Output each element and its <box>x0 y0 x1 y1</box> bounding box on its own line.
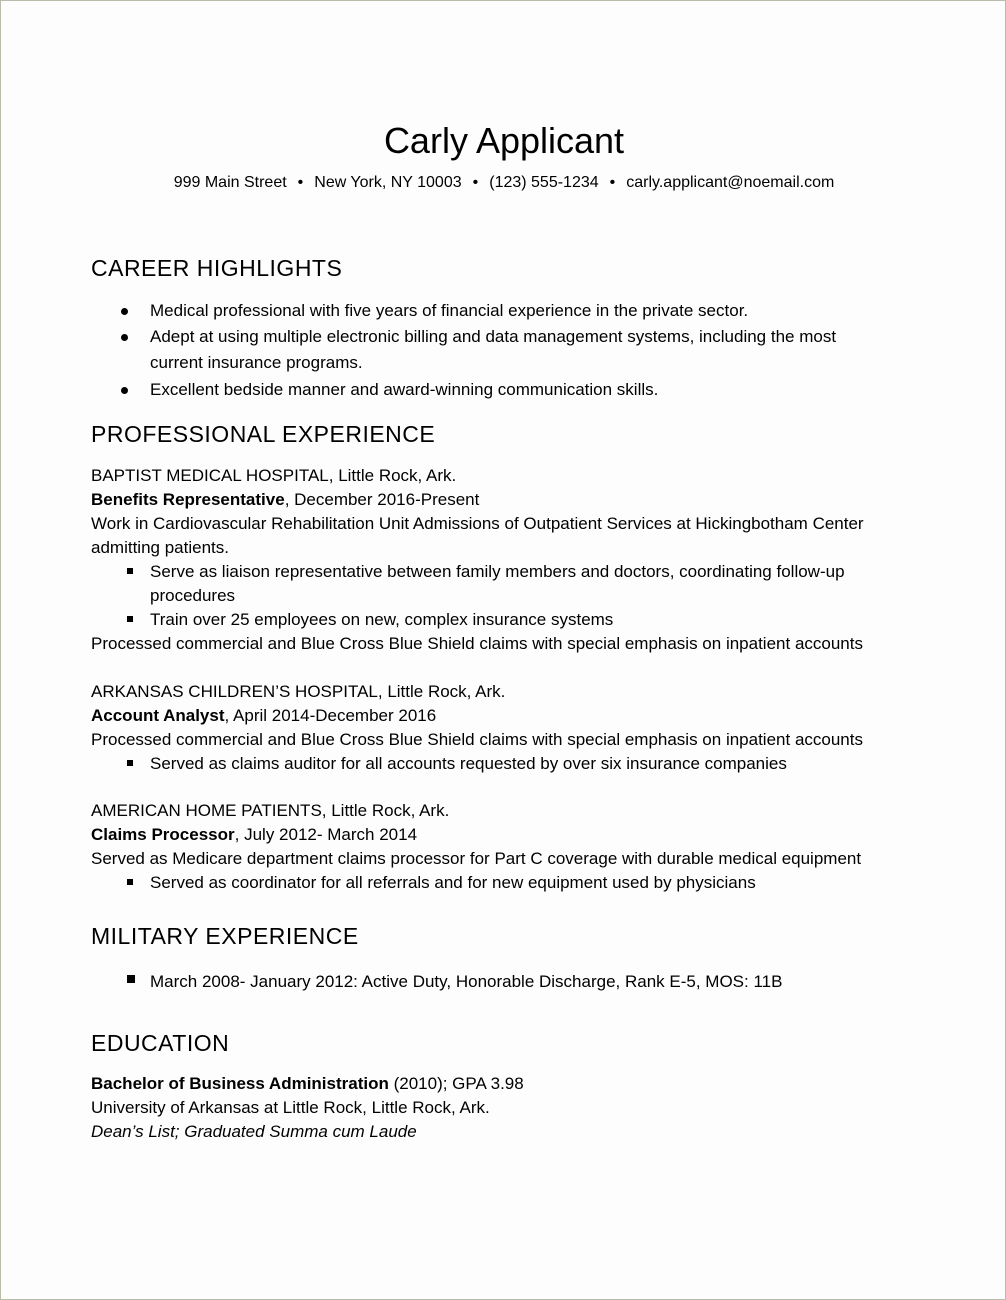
career-highlights-heading: CAREER HIGHLIGHTS <box>91 255 343 281</box>
degree-name: Bachelor of Business Administration <box>91 1074 389 1093</box>
military-experience-heading: MILITARY EXPERIENCE <box>91 923 359 949</box>
career-highlight-item: Adept at using multiple electronic billing and data management systems, including the most <box>150 327 837 346</box>
job-employer: BAPTIST MEDICAL HOSPITAL, Little Rock, Ark. <box>91 466 457 485</box>
military-item: March 2008- January 2012: Active Duty, Honorable Discharge, Rank E-5, MOS: 11B <box>150 972 783 991</box>
contact-city: New York, NY 10003 <box>314 174 462 191</box>
job-title-line <box>91 704 436 728</box>
bullet-square <box>127 879 133 885</box>
contact-line <box>1 172 1006 194</box>
job-description: Processed commercial and Blue Cross Blue Shield claims with special emphasis on inpatient accounts <box>91 730 863 749</box>
applicant-name: Carly Applicant <box>383 120 625 161</box>
bullet-dot <box>121 334 128 341</box>
job-description: Work in Cardiovascular Rehabilitation Unit Admissions of Outpatient Services at Hickingbotham Center <box>91 514 864 533</box>
job-description: Served as Medicare department claims processor for Part C coverage with durable medical equipment <box>91 849 862 868</box>
contact-email: carly.applicant@noemail.com <box>626 174 835 191</box>
job-description-continued: admitting patients. <box>91 538 229 557</box>
bullet-square <box>127 616 133 622</box>
contact-separator: • <box>297 174 304 191</box>
job-title-line <box>91 823 417 847</box>
job-title: Account Analyst <box>91 706 225 725</box>
job-dates: , April 2014-December 2016 <box>224 706 437 725</box>
job-title-line <box>91 488 479 512</box>
job-title: Claims Processor <box>91 825 235 844</box>
bullet-dot <box>121 308 128 315</box>
job-bullet: Serve as liaison representative between family members and doctors, coordinating follow-up <box>150 562 845 581</box>
job-bullet: Served as claims auditor for all accounts requested by over six insurance companies <box>150 754 787 773</box>
job-dates: , December 2016-Present <box>284 490 480 509</box>
degree-line <box>91 1072 524 1096</box>
bullet-square <box>127 975 135 983</box>
honors-line <box>91 1120 417 1144</box>
job-employer: ARKANSAS CHILDREN’S HOSPITAL, Little Rock, Ark. <box>91 682 506 701</box>
job-title: Benefits Representative <box>91 490 285 509</box>
school-name: University of Arkansas at Little Rock, Little Rock, Ark. <box>91 1098 490 1117</box>
job-bullet: Served as coordinator for all referrals and for new equipment used by physicians <box>150 873 756 892</box>
job-bullet-continued: procedures <box>150 586 236 605</box>
contact-separator: • <box>472 174 479 191</box>
career-highlight-item: Excellent bedside manner and award-winning communication skills. <box>150 380 659 399</box>
career-highlight-item: Medical professional with five years of financial experience in the private sector. <box>150 301 749 320</box>
professional-experience-heading: PROFESSIONAL EXPERIENCE <box>91 421 436 447</box>
bullet-square <box>127 760 133 766</box>
job-summary: Processed commercial and Blue Cross Blue Shield claims with special emphasis on inpatient accounts <box>91 634 863 653</box>
contact-phone: (123) 555-1234 <box>489 174 599 191</box>
job-employer: AMERICAN HOME PATIENTS, Little Rock, Ark. <box>91 801 450 820</box>
bullet-square <box>127 568 133 574</box>
job-dates: , July 2012- March 2014 <box>234 825 418 844</box>
job-bullet: Train over 25 employees on new, complex insurance systems <box>150 610 614 629</box>
degree-details: (2010); GPA 3.98 <box>388 1074 524 1093</box>
bullet-dot <box>121 387 128 394</box>
career-highlight-item-continued: current insurance programs. <box>150 353 363 372</box>
honors: Dean’s List; Graduated Summa cum Laude <box>91 1122 417 1141</box>
contact-separator: • <box>609 174 616 191</box>
contact-address: 999 Main Street <box>173 174 287 191</box>
education-heading: EDUCATION <box>91 1030 230 1056</box>
